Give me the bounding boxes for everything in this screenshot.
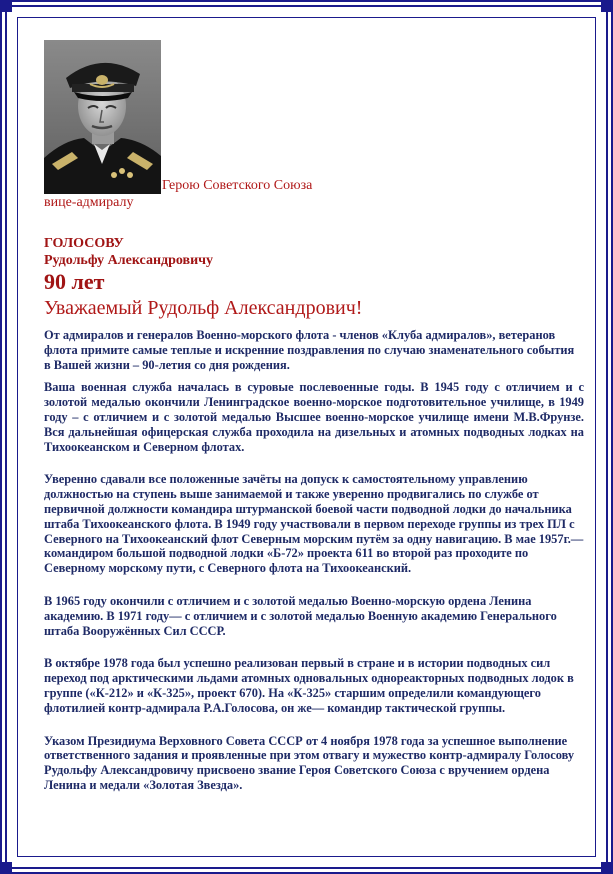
salutation: Уважаемый Рудольф Александрович!: [44, 297, 363, 319]
paragraph-arctic-transit: В октябре 1978 года был успешно реализован первый в стране и в истории подводных сил переход под арктическими льдами атомных одновальных однореакторных подводных лодок в группе («К-212» и «К-325», проект 670). На «К-325» старшим определили командующего флотилией контр-адмирала Р.А.Голосова, он же— командир тактической группы.: [44, 656, 574, 715]
frame-corner: [601, 862, 611, 872]
recipient-surname: ГОЛОСОВУ: [44, 236, 124, 251]
paragraph-academies: В 1965 году окончили с отличием и с золотой медалью Военно-морскую ордена Ленина академию. В 1971 году— с отличием и с золотой медалью Военную академию Генерального штаба Вооружённых Сил СССР.: [44, 593, 557, 638]
recipient-given-name: Рудольфу Александровичу: [44, 253, 214, 268]
paragraph-career: Уверенно сдавали все положенные зачёты на допуск к самостоятельному управлению должностью на ступень выше занимаемой и также уверенно продвигались по службе от первичной должности командира штурманской боевой части подводной лодки до начальника штаба Тихоокеанского флота. В 1949 году участвовали в первом переходе группы из трех ПЛ с Северного на Тихоокеанский флот Северным морским путём за одну навигацию. В мае 1957г.— командиром большой подводной лодки «Б-72» проекта 611 во второй раз проходите по Северному морскому пути, с Северного флота на Тихоокеанский.: [44, 472, 584, 576]
dedication-title: Герою Советского Союза: [162, 178, 313, 193]
portrait-row: [44, 40, 584, 211]
anniversary-age: 90 лет: [44, 269, 105, 294]
letter-content: [44, 40, 584, 793]
recipient-block: [44, 235, 584, 320]
frame-corner: [601, 2, 611, 12]
paragraph-early-service: Ваша военная служба началась в суровые послевоенные годы. В 1945 году с отличием и с золотой медалью окончили Ленинградское военно-морское подготовительное училище, в 1949 году – с отличием и с золотой медалью Высшее военно-морское училище имени М.В.Фрунзе. Вся дальнейшая офицерская служба проходила на дизельных и атомных подводных лодках на Тихоокеанском и Северном флотах.: [44, 380, 584, 454]
frame-corner: [2, 2, 12, 12]
frame-corner: [2, 862, 12, 872]
dedication-rank: вице-адмиралу: [44, 195, 134, 210]
paragraph-hero-award: Указом Президиума Верховного Совета СССР от 4 ноября 1978 года за успешное выполнение ответственного задания и проявленные при этом отвагу и мужество контр-адмиралу Голосову Рудольфу Александровичу присвоено звание Героя Советского Союза с вручением ордена Ленина и медали «Золотая Звезда».: [44, 733, 575, 792]
portrait-photo: [44, 40, 161, 194]
paragraph-greeting: От адмиралов и генералов Военно-морского флота - членов «Клуба адмиралов», ветеранов флота примите самые теплые и искренние поздравления по случаю знаменательного события в Вашей жизни – 90-летия со дня рождения.: [44, 328, 575, 372]
